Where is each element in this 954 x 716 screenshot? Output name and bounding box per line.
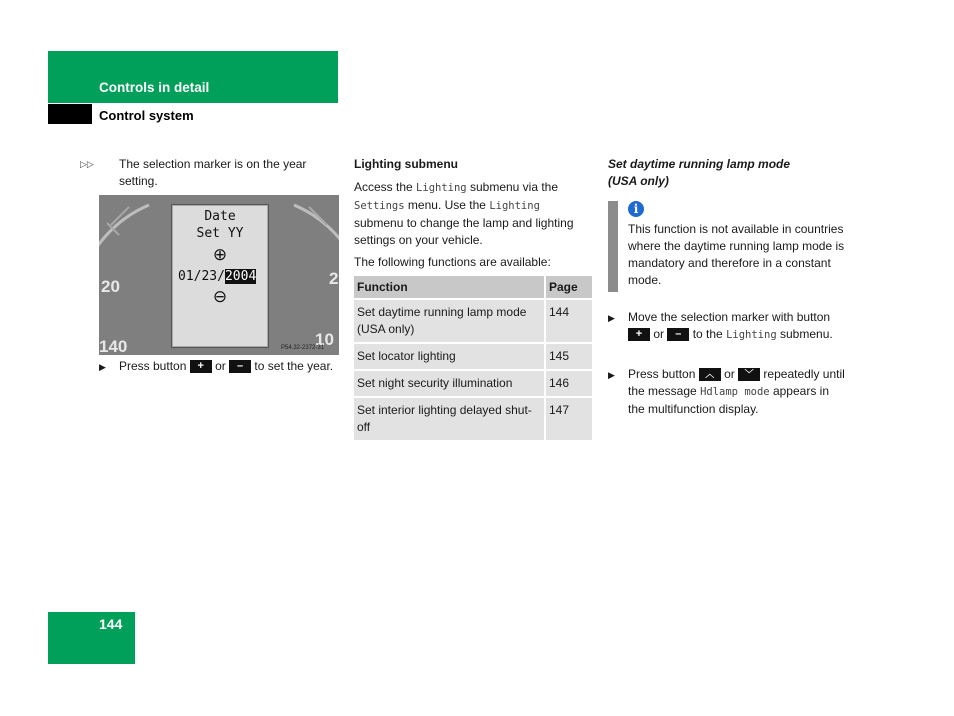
minus-button-icon: – — [667, 328, 689, 341]
daytime-heading-line1: Set daytime running lamp mode — [608, 157, 791, 171]
lighting-submenu-heading: Lighting submenu — [354, 157, 458, 171]
table-cell-page: 147 — [544, 398, 592, 440]
info-icon — [628, 201, 644, 217]
step2-hdlamp-mono: Hdlamp mode — [700, 386, 770, 398]
table-cell-function: Set night security illumination — [354, 371, 544, 396]
display-minus-icon: ⊖ — [212, 287, 228, 306]
display-screen — [171, 204, 269, 348]
plus-button-icon: + — [190, 360, 212, 373]
gauge-left-bottom: 140 — [99, 337, 128, 355]
daytime-heading-line2: (USA only) — [608, 174, 669, 188]
plus-button-icon: + — [628, 328, 650, 341]
step1-text-b: to the — [692, 327, 723, 341]
display-line-date: Date — [204, 209, 236, 224]
bullet-icon: ▶ — [99, 362, 106, 372]
instrument-display-image — [99, 195, 339, 355]
table-cell-page: 144 — [544, 300, 592, 342]
header-bar — [48, 51, 338, 103]
continuation-mark: ▷▷ — [80, 159, 94, 169]
section-title: Controls in detail — [99, 80, 210, 95]
intro-part-c: menu. Use the — [407, 198, 486, 212]
subsection-marker — [48, 104, 92, 124]
settings-mono: Settings — [354, 200, 405, 212]
year-step-post: to set the year. — [254, 359, 334, 373]
table-row — [354, 344, 592, 369]
functions-available-text: The following functions are available: — [354, 255, 551, 269]
info-icon-glyph: i — [633, 202, 639, 216]
table-row — [354, 371, 592, 396]
year-step-or: or — [215, 359, 226, 373]
year-step — [99, 358, 334, 375]
daytime-heading — [608, 156, 790, 190]
intro-part-a: Access the — [354, 180, 413, 194]
functions-table — [354, 274, 592, 442]
step1-lighting-mono: Lighting — [726, 329, 777, 341]
intro-part-d: submenu to change the lamp and lighting settings on your vehicle. — [354, 216, 574, 247]
gauge-left-top: 20 — [101, 277, 120, 296]
table-cell-function: Set interior lighting delayed shut-off — [354, 398, 544, 440]
table-header-row — [354, 276, 592, 298]
table-row — [354, 300, 592, 342]
image-code: P54.32-2372-31 — [281, 345, 325, 351]
step1-or: or — [653, 327, 665, 341]
display-date-year: 2004 — [224, 269, 257, 284]
lighting-mono: Lighting — [416, 182, 467, 194]
display-date — [178, 269, 256, 284]
step2-text-a: Press button — [628, 367, 696, 381]
display-date-prefix: 01/23/ — [178, 269, 225, 284]
intro-part-b: submenu via the — [469, 180, 559, 194]
step2-text-b: repeatedly until the message — [628, 367, 845, 398]
step1-text-a: Move the selection marker with button — [628, 310, 831, 324]
step2-or: or — [724, 367, 735, 381]
move-marker-step — [608, 309, 848, 344]
down-button-icon: ﹀ — [738, 368, 760, 381]
step2-text-c: appears in the multifunction display. — [628, 384, 829, 416]
table-header-page: Page — [544, 276, 592, 298]
display-line-setyy: Set YY — [196, 226, 244, 241]
minus-button-icon: – — [229, 360, 251, 373]
info-text: This function is not available in countries where the daytime running lamp mode is mandatory and therefore in a constant mode. — [628, 222, 845, 287]
table-cell-page: 145 — [544, 344, 592, 369]
gauge-right-bottom: 10 — [315, 330, 334, 349]
bullet-icon: ▶ — [608, 313, 615, 323]
gauge-right-top: 2 — [329, 269, 339, 288]
step1-text-c: submenu. — [780, 327, 833, 341]
up-button-icon: ︿ — [699, 368, 721, 381]
display-plus-icon: ⊕ — [212, 245, 228, 264]
subsection-title: Control system — [99, 108, 194, 123]
year-step-pre: Press button — [119, 359, 187, 373]
table-cell-function: Set daytime running lamp mode (USA only) — [354, 300, 544, 342]
lighting-mono-2: Lighting — [489, 200, 540, 212]
press-button-step — [608, 366, 848, 418]
info-sidebar — [608, 201, 618, 292]
intro-text: The selection marker is on the year setting. — [119, 157, 307, 188]
page-number: 144 — [99, 616, 123, 632]
table-header-function: Function — [354, 276, 544, 298]
lighting-intro — [354, 179, 592, 249]
table-cell-function: Set locator lighting — [354, 344, 544, 369]
bullet-icon: ▶ — [608, 370, 615, 380]
table-cell-page: 146 — [544, 371, 592, 396]
table-row — [354, 398, 592, 440]
